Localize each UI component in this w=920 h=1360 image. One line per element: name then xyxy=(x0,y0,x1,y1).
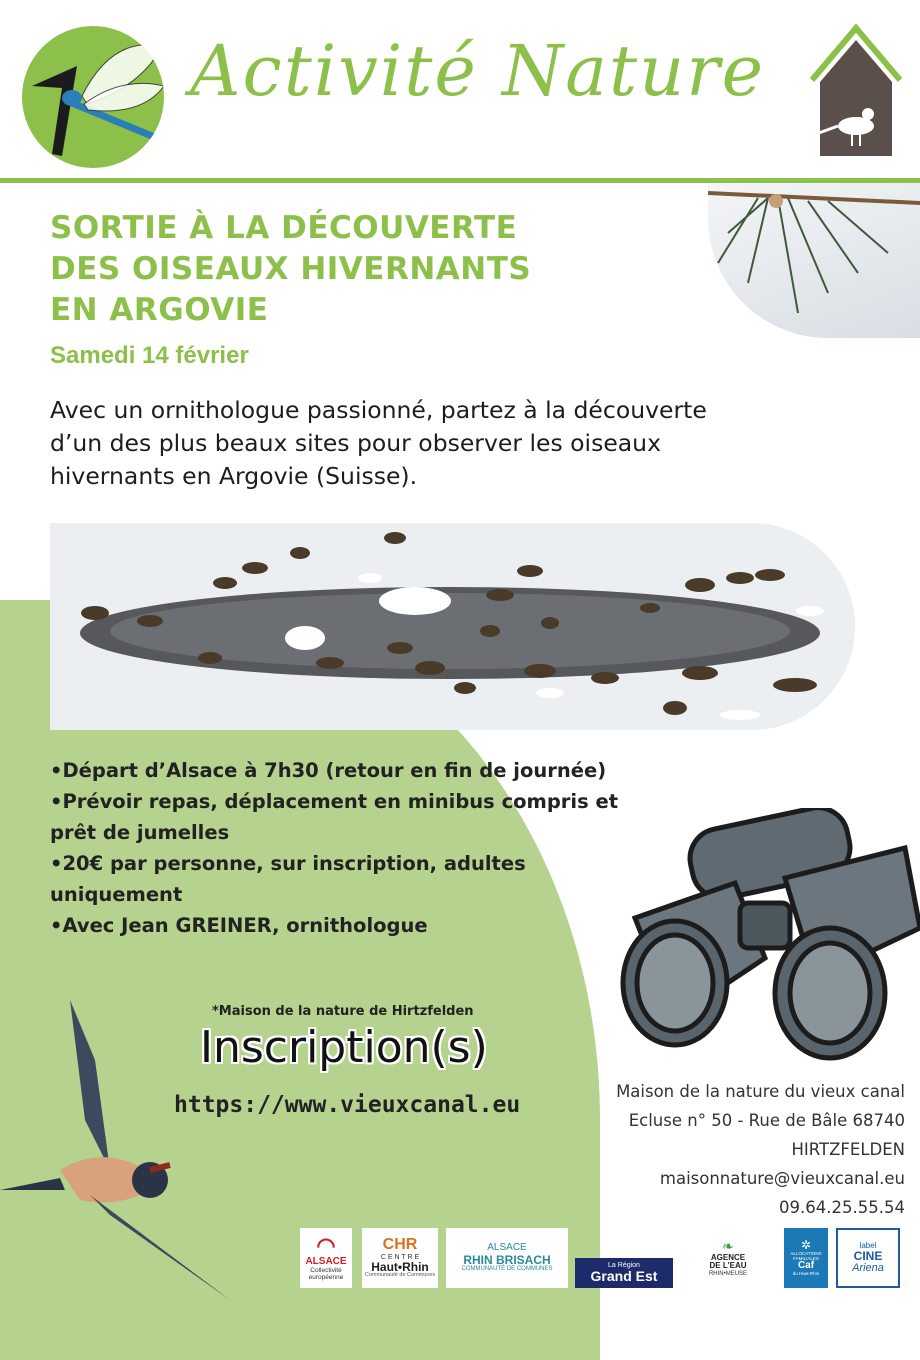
detail-line: prêt de jumelles xyxy=(50,821,230,844)
detail-line: •Départ d’Alsace à 7h30 (retour en fin de journée) xyxy=(50,759,607,782)
intro-line: hivernants en Argovie (Suisse). xyxy=(50,462,418,490)
pine-branch-photo xyxy=(708,183,920,338)
registration-note: *Maison de la nature de Hirtzfelden xyxy=(212,1004,474,1019)
alsace-logo: ◠ ALSACE Collectivité européenne xyxy=(300,1228,352,1288)
detail-line: •20€ par personne, sur inscription, adultes xyxy=(50,852,526,875)
contact-line: HIRTZFELDEN xyxy=(791,1140,905,1159)
dragonfly-logo xyxy=(22,26,164,168)
detail-line: •Avec Jean GREINER, ornithologue xyxy=(50,914,428,937)
contact-line: Maison de la nature du vieux canal xyxy=(616,1082,905,1101)
ducks-on-frozen-lake-photo xyxy=(50,523,855,730)
event-title-line: SORTIE À LA DÉCOUVERTE xyxy=(50,210,518,246)
contact-email[interactable]: maisonnature@vieuxcanal.eu xyxy=(659,1169,905,1188)
contact-phone[interactable]: 09.64.25.55.54 xyxy=(779,1198,905,1217)
intro-line: d’un des plus beaux sites pour observer les oiseaux xyxy=(50,429,661,457)
event-date: Samedi 14 février xyxy=(50,342,249,369)
haut-rhin-logo: CHR C E N T R E Haut•Rhin Communauté de Communes xyxy=(362,1228,438,1288)
grand-est-logo: La Région Grand Est xyxy=(575,1258,673,1288)
contact-block xyxy=(565,1077,905,1222)
detail-line: uniquement xyxy=(50,883,183,906)
registration-title: Inscription(s) xyxy=(200,1022,488,1073)
caf-logo: ✲ ALLOCATIONS FAMILIALES Caf du Haut-Rhin xyxy=(784,1228,828,1288)
event-title-line: EN ARGOVIE xyxy=(50,292,269,328)
intro-line: Avec un ornithologue passionné, partez à la découverte xyxy=(50,396,707,424)
detail-line: •Prévoir repas, déplacement en minibus compris et xyxy=(50,790,619,813)
bird-house-icon xyxy=(808,22,904,160)
ariena-label-logo: label CINE Ariena xyxy=(836,1228,900,1288)
header-title: Activité Nature xyxy=(190,30,766,112)
agence-eau-logo: ❧ AGENCE DE L'EAU RHIN•MEUSE xyxy=(684,1228,772,1288)
bird-house-logo xyxy=(808,22,904,160)
registration-link[interactable]: https://www.vieuxcanal.eu xyxy=(174,1092,521,1118)
event-intro xyxy=(50,394,830,493)
rhin-brisach-logo: ALSACE RHIN BRISACH COMMUNAUTÉ DE COMMUNES xyxy=(446,1228,568,1288)
event-details xyxy=(50,755,690,941)
event-title xyxy=(50,208,610,331)
event-title-line: DES OISEAUX HIVERNANTS xyxy=(50,251,532,287)
binoculars-illustration xyxy=(615,808,920,1068)
contact-line: Ecluse n° 50 - Rue de Bâle 68740 xyxy=(628,1111,905,1130)
dragonfly-icon xyxy=(22,26,164,168)
binoculars-icon xyxy=(615,808,920,1068)
